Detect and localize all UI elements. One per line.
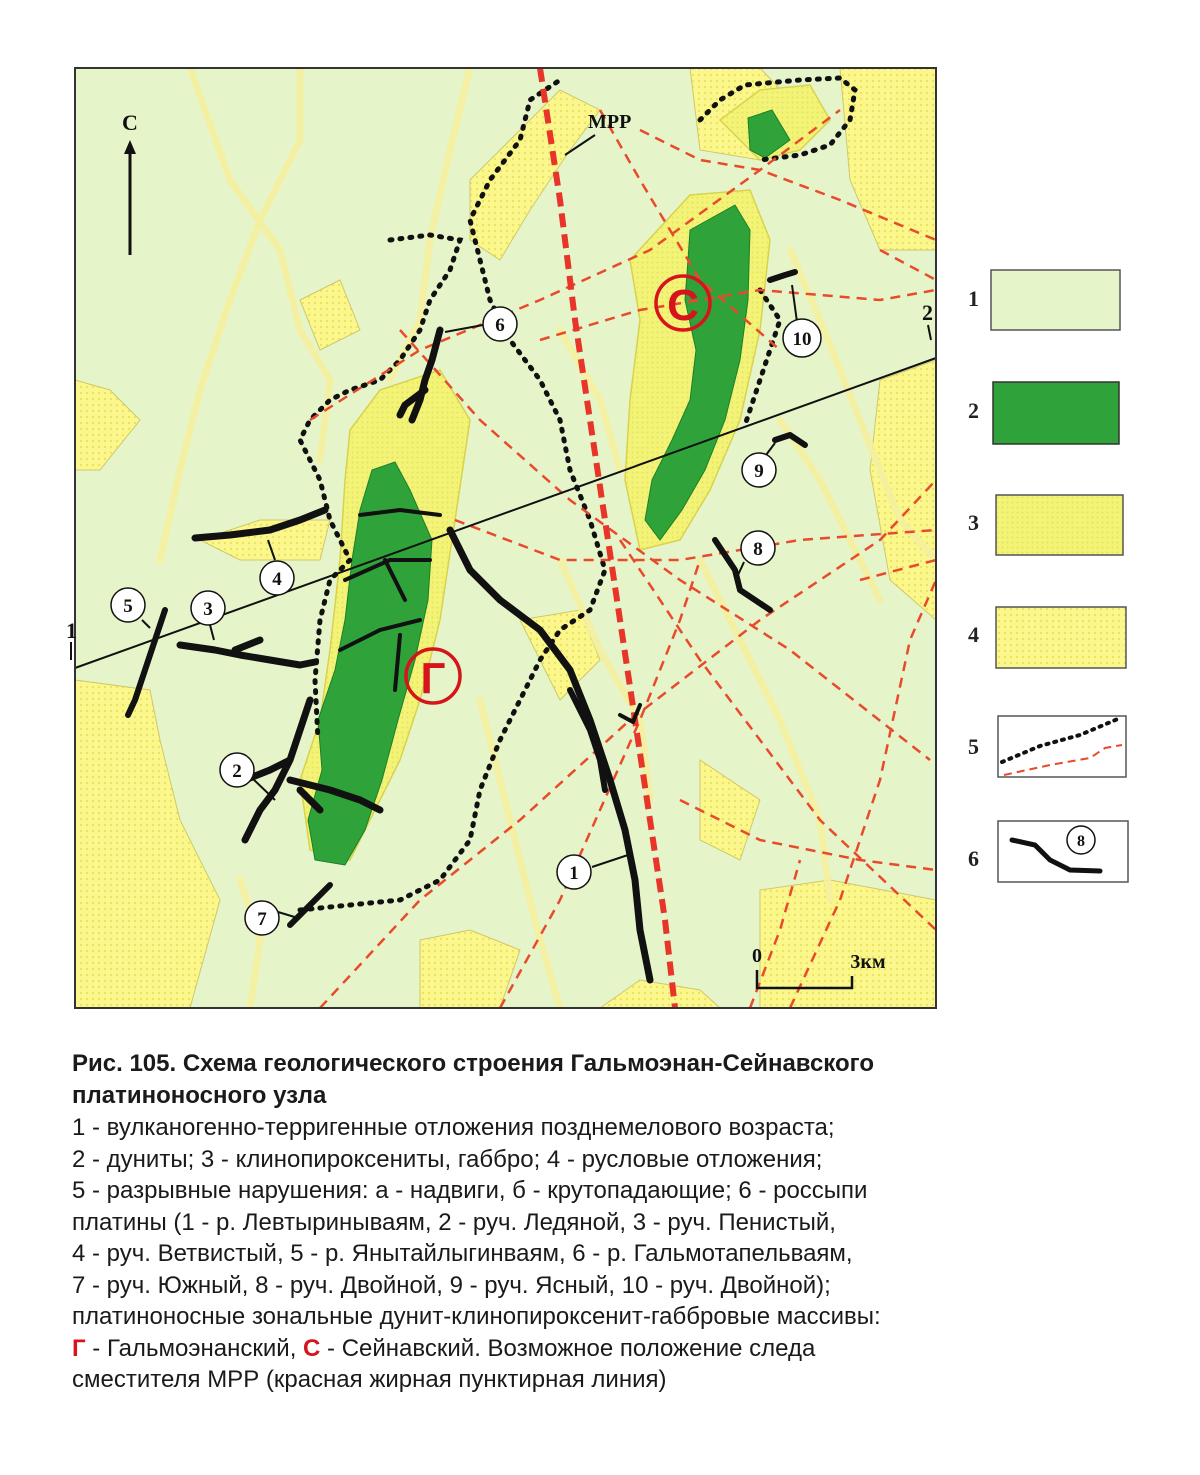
placer-number-8: 8	[753, 539, 763, 560]
north-label: С	[122, 110, 138, 135]
caption-line-6: 7 - руч. Южный, 8 - руч. Двойной, 9 - руч. Ясный, 10 - руч. Двойной);	[72, 1271, 831, 1299]
legend-swatch-placer	[998, 821, 1128, 882]
legend-swatch-alluvium	[996, 607, 1126, 668]
caption-line-4: платины (1 - р. Левтыринываям, 2 - руч. Ледяной, 3 - руч. Пенистый,	[72, 1208, 836, 1236]
caption-line-5: 4 - руч. Ветвистый, 5 - р. Янытайлыгинваям, 6 - р. Гальмотапельваям,	[72, 1240, 853, 1267]
caption-line-2: 2 - дуниты; 3 - клинопироксениты, габбро; 4 - русловые отложения;	[72, 1145, 823, 1173]
caption-line-1: 1 - вулканогенно-терригенные отложения позднемелового возраста;	[72, 1114, 835, 1141]
placer-number-3: 3	[203, 599, 213, 620]
massif-label-g: Г	[420, 654, 446, 703]
section-start-label: 1	[66, 618, 77, 643]
legend-number-3: 3	[968, 510, 979, 535]
caption-title-line-2: платиноносного узла	[72, 1082, 327, 1109]
caption-line-9: сместителя МРР (красная жирная пунктирная линия)	[72, 1366, 667, 1393]
legend-number-1: 1	[968, 286, 979, 311]
caption-text-s: - Сейнавский. Возможное положение следа	[320, 1334, 816, 1362]
legend-number-6: 6	[968, 846, 979, 871]
legend-number-2: 2	[968, 398, 979, 423]
placer-number-9: 9	[754, 461, 764, 482]
caption-line-7: платиноносные зональные дунит-клинопироксенит-габбровые массивы:	[72, 1303, 881, 1330]
scale-start-label: 0	[752, 945, 762, 967]
caption-line-8	[72, 1333, 1172, 1365]
caption-text-g: - Гальмоэнанский,	[85, 1334, 304, 1362]
legend-swatch-country-rock	[991, 270, 1120, 330]
section-end-label: 2	[922, 300, 933, 325]
legend-number-4: 4	[968, 622, 979, 647]
caption-title-line-1: Рис. 105. Схема геологического строения Гальмоэнан-Сейнавского	[72, 1050, 874, 1077]
placer-number-7: 7	[257, 909, 267, 930]
caption-body	[72, 1112, 1172, 1396]
mrr-fault-label: МРР	[588, 111, 632, 133]
scale-end-label: 3км	[850, 951, 886, 973]
caption-line-3: 5 - разрывные нарушения: а - надвиги, б - крутопадающие; 6 - россыпи	[72, 1177, 868, 1204]
legend	[968, 270, 1128, 882]
legend-swatch-dunite	[993, 382, 1119, 444]
legend-number-5: 5	[968, 734, 979, 759]
placer-number-5: 5	[123, 596, 133, 617]
figure-caption	[72, 1048, 1172, 1396]
placer-number-2: 2	[232, 761, 242, 782]
caption-mark-s: С	[303, 1334, 321, 1362]
legend-placer-number: 8	[1077, 833, 1085, 850]
caption-mark-g: Г	[72, 1334, 86, 1362]
placer-number-6: 6	[495, 315, 505, 336]
massif-label-s: С	[667, 281, 699, 330]
caption-title	[72, 1048, 1172, 1112]
placer-number-10: 10	[792, 329, 812, 350]
placer-number-4: 4	[272, 569, 282, 590]
legend-swatch-clinopyroxenite	[996, 495, 1123, 555]
placer-number-1: 1	[569, 863, 579, 884]
